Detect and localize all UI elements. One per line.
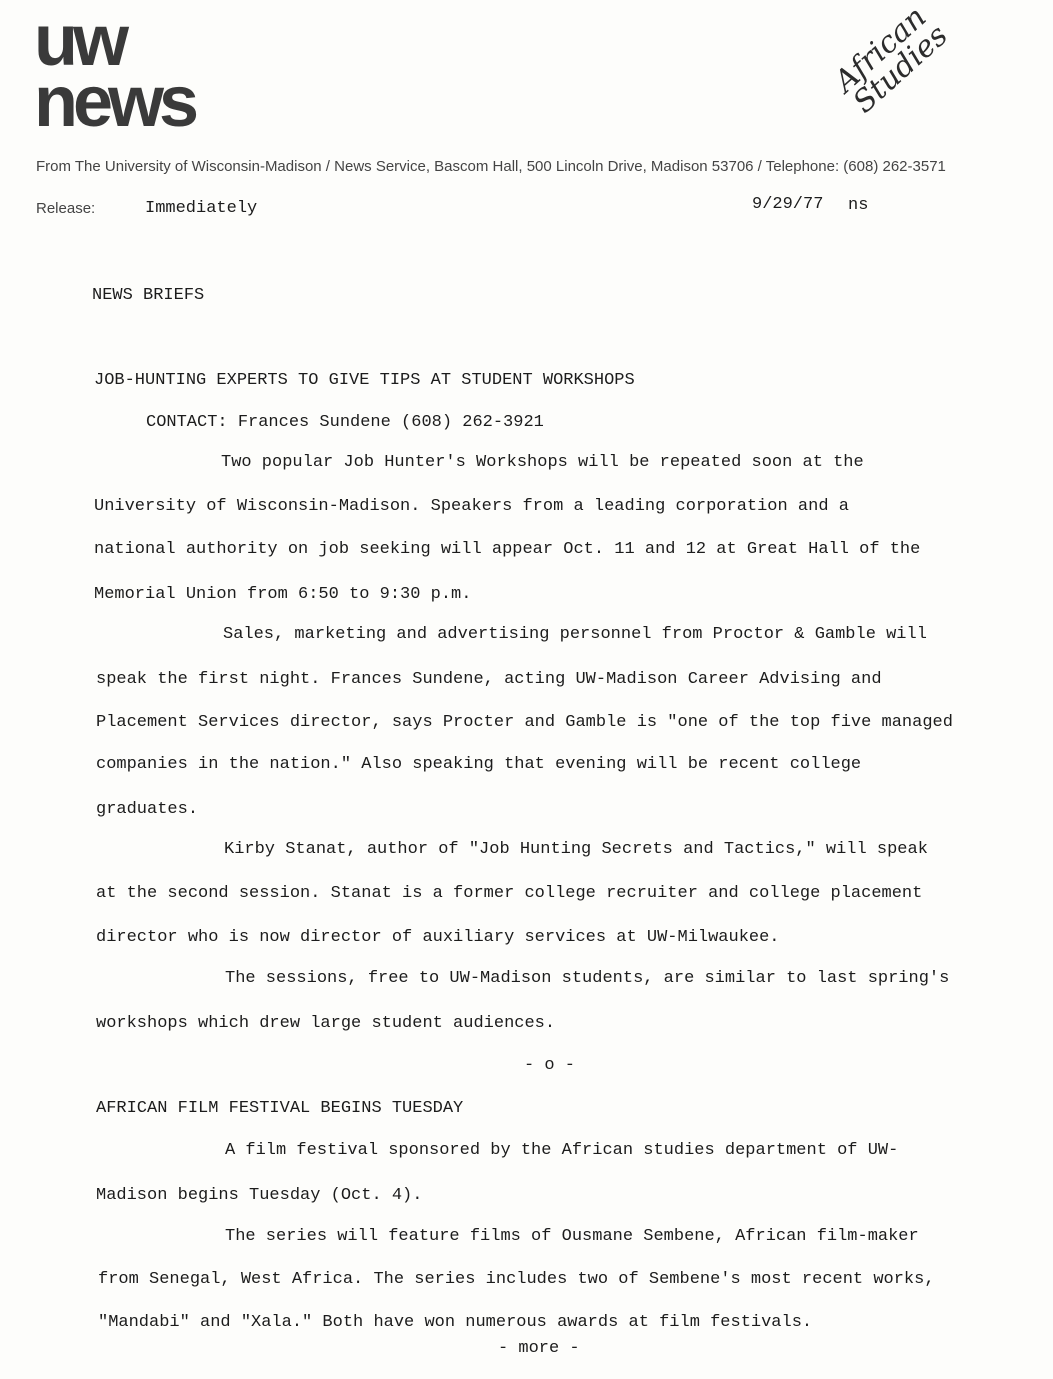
story1-line: Placement Services director, says Procter and Gamble is "one of the top five managed [96, 713, 953, 732]
letterhead-address: From The University of Wisconsin-Madison / News Service, Bascom Hall, 500 Lincoln Drive, Madison 53706 / Telephone: (608) 262-3571 [36, 158, 946, 175]
story2-line: A film festival sponsored by the African studies department of UW- [225, 1141, 899, 1160]
story1-contact: CONTACT: Frances Sundene (608) 262-3921 [146, 413, 544, 432]
more-footer: - more - [498, 1339, 580, 1358]
release-initials: ns [848, 196, 869, 215]
story1-line: University of Wisconsin-Madison. Speakers from a leading corporation and a [94, 497, 849, 516]
story2-line: "Mandabi" and "Xala." Both have won numerous awards at film festivals. [98, 1313, 813, 1332]
story1-line: Memorial Union from 6:50 to 9:30 p.m. [94, 585, 472, 604]
news-briefs-heading: NEWS BRIEFS [92, 286, 205, 305]
story1-line: speak the first night. Frances Sundene, acting UW-Madison Career Advising and [96, 670, 882, 689]
release-label: Release: [36, 200, 96, 217]
story2-line: Madison begins Tuesday (Oct. 4). [96, 1186, 423, 1205]
release-value: Immediately [145, 199, 258, 218]
release-date: 9/29/77 [752, 195, 824, 214]
section-separator: - o - [524, 1056, 576, 1075]
story1-line: national authority on job seeking will appear Oct. 11 and 12 at Great Hall of the [94, 540, 921, 559]
story1-line: Kirby Stanat, author of "Job Hunting Secrets and Tactics," will speak [224, 840, 928, 859]
story2-line: from Senegal, West Africa. The series includes two of Sembene's most recent works, [98, 1270, 935, 1289]
story1-line: graduates. [96, 800, 199, 819]
story1-line: Two popular Job Hunter's Workshops will be repeated soon at the [221, 453, 864, 472]
story1-line: companies in the nation." Also speaking that evening will be recent college [96, 755, 862, 774]
story1-line: Sales, marketing and advertising personnel from Proctor & Gamble will [223, 625, 927, 644]
story1-line: director who is now director of auxiliary services at UW-Milwaukee. [96, 928, 780, 947]
handwritten-note: African Studies [827, 0, 955, 121]
logo-news: news [34, 62, 195, 142]
story1-line: at the second session. Stanat is a former college recruiter and college placement [96, 884, 923, 903]
story2-headline: AFRICAN FILM FESTIVAL BEGINS TUESDAY [96, 1099, 464, 1118]
uw-news-logo [34, 1, 195, 142]
story2-line: The series will feature films of Ousmane Sembene, African film-maker [225, 1227, 919, 1246]
story1-line: The sessions, free to UW-Madison students, are similar to last spring's [225, 969, 950, 988]
story1-line: workshops which drew large student audiences. [96, 1014, 556, 1033]
logo-uw: uw [34, 1, 124, 81]
story1-headline: JOB-HUNTING EXPERTS TO GIVE TIPS AT STUDENT WORKSHOPS [94, 371, 635, 390]
